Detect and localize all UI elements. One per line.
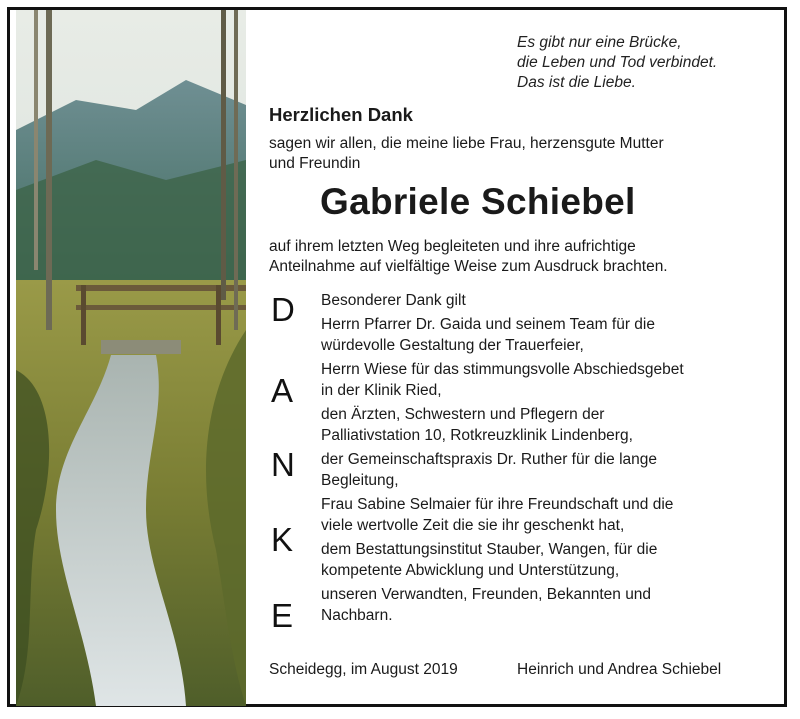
thanks-line: Frau Sabine Selmaier für ihre Freundschaft und die: [321, 496, 674, 513]
thanks-item: [321, 539, 751, 581]
deceased-name: Gabriele Schiebel: [320, 181, 636, 222]
intro-text: [269, 134, 749, 174]
thanks-line: der Gemeinschaftspraxis Dr. Ruther für die lange: [321, 451, 657, 468]
danke-letter: N: [271, 446, 295, 483]
danke-letter: K: [271, 521, 294, 558]
thanks-line: dem Bestattungsinstitut Stauber, Wangen, für die: [321, 541, 658, 558]
signatories: Heinrich und Andrea Schiebel: [517, 661, 722, 678]
heading: Herzlichen Dank: [269, 104, 413, 125]
thanks-line: Begleitung,: [321, 472, 399, 489]
quote-line: Es gibt nur eine Brücke,: [517, 34, 682, 51]
after-name-line: auf ihrem letzten Weg begleiteten und ihre aufrichtige: [269, 238, 636, 255]
thanks-item: [321, 494, 751, 536]
after-name-line: Anteilnahme auf vielfältige Weise zum Ausdruck brachten.: [269, 258, 668, 275]
thanks-item: [321, 449, 751, 491]
special-thanks: [321, 290, 751, 629]
place-date: Scheidegg, im August 2019: [269, 661, 458, 678]
thanks-item: [321, 314, 751, 356]
thanks-line: Nachbarn.: [321, 607, 393, 624]
thanks-line: den Ärzten, Schwestern und Pflegern der: [321, 406, 605, 423]
danke-letter: D: [271, 291, 295, 328]
thanks-line: Palliativstation 10, Rotkreuzklinik Lindenberg,: [321, 427, 633, 444]
danke-letter: E: [271, 597, 294, 634]
thanks-line: würdevolle Gestaltung der Trauerfeier,: [321, 337, 584, 354]
special-thanks-intro: Besonderer Dank gilt: [321, 292, 466, 309]
quote: [517, 33, 717, 93]
after-name-text: [269, 237, 769, 277]
thanks-line: in der Klinik Ried,: [321, 382, 442, 399]
thanks-line: unseren Verwandten, Freunden, Bekannten und: [321, 586, 652, 603]
quote-line: die Leben und Tod verbindet.: [517, 54, 718, 71]
nature-photo: [16, 10, 246, 706]
thanks-line: Herrn Pfarrer Dr. Gaida und seinem Team für die: [321, 316, 655, 333]
thanks-line: viele wertvolle Zeit die sie ihr geschenkt hat,: [321, 517, 625, 534]
thanks-line: kompetente Abwicklung und Unterstützung,: [321, 562, 620, 579]
thanks-item: [321, 359, 751, 401]
danke-letter: A: [271, 372, 294, 409]
quote-line: Das ist die Liebe.: [517, 74, 636, 91]
intro-line: und Freundin: [269, 155, 361, 172]
intro-line: sagen wir allen, die meine liebe Frau, herzensgute Mutter: [269, 135, 664, 152]
landscape-image: [16, 10, 246, 706]
thanks-item: [321, 584, 751, 626]
thanks-line: Herrn Wiese für das stimmungsvolle Abschiedsgebet: [321, 361, 684, 378]
thanks-item: [321, 404, 751, 446]
